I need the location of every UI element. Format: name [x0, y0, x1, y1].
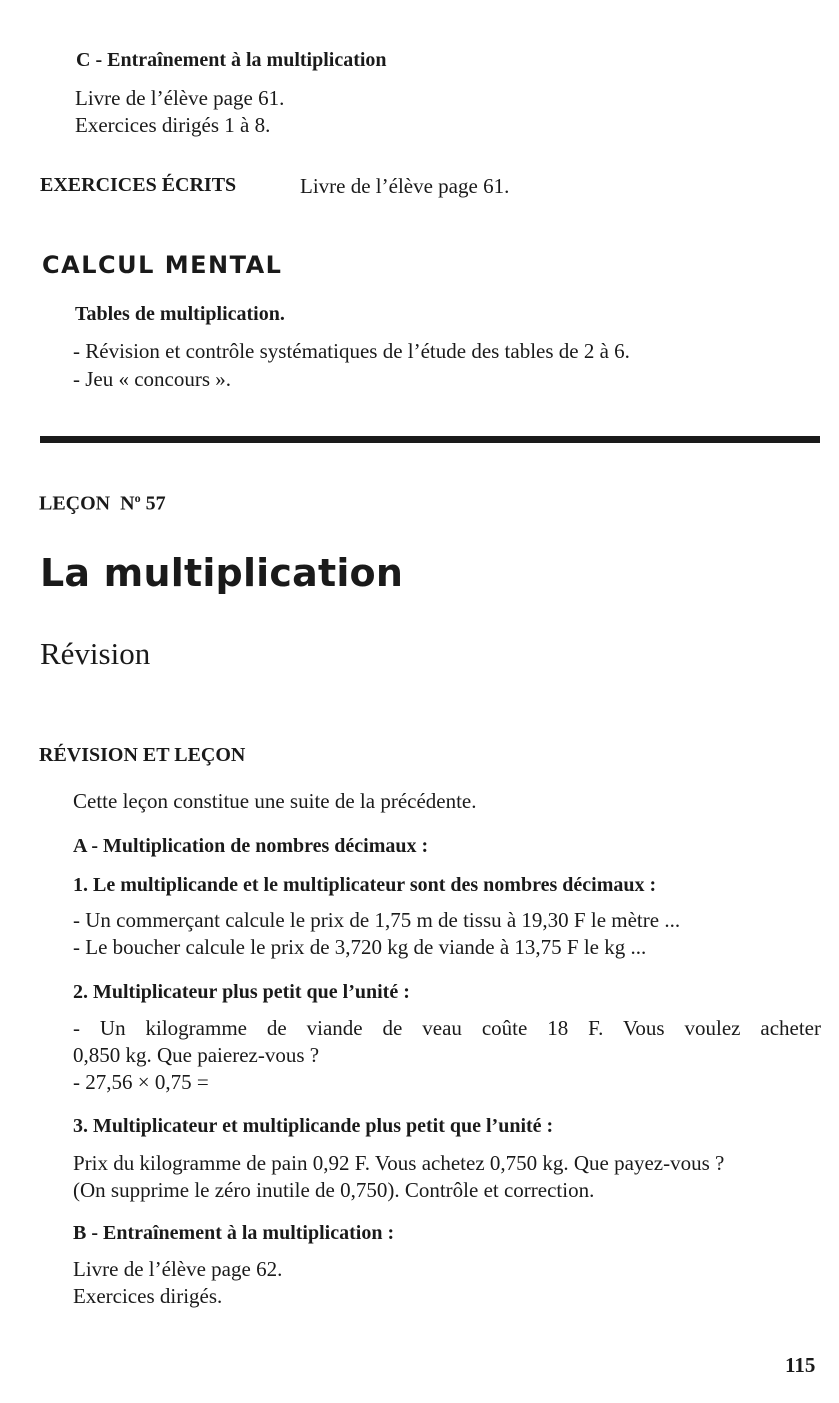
- point-3-line-1: Prix du kilogramme de pain 0,92 F. Vous achetez 0,750 kg. Que payez-vous ?: [73, 1151, 725, 1175]
- revision-lecon-heading: RÉVISION ET LEÇON: [39, 744, 246, 766]
- point-1-heading: 1. Le multiplicande et le multiplicateur sont des nombres décimaux :: [73, 874, 657, 896]
- point-2-heading: 2. Multiplicateur plus petit que l’unité :: [73, 981, 410, 1003]
- point-2-line-3: - 27,56 × 0,75 =: [73, 1070, 209, 1094]
- lesson-label: [39, 491, 166, 516]
- section-b-line-1: Livre de l’élève page 62.: [73, 1257, 283, 1281]
- section-b-line-2: Exercices dirigés.: [73, 1284, 223, 1308]
- section-divider: [40, 436, 820, 443]
- point-3-heading: 3. Multiplicateur et multiplicande plus petit que l’unité :: [73, 1115, 554, 1137]
- calcul-mental-item-1: - Révision et contrôle systématiques de l’étude des tables de 2 à 6.: [73, 339, 630, 363]
- lesson-title: La multiplication: [40, 551, 404, 595]
- lesson-label-text: LEÇON: [39, 492, 111, 515]
- lesson-number-prefix: N: [120, 492, 135, 515]
- calcul-mental-subtitle: Tables de multiplication.: [75, 303, 285, 325]
- point-1-line-1: - Un commerçant calcule le prix de 1,75 m de tissu à 19,30 F le mètre ...: [73, 908, 681, 932]
- page-number: 115: [785, 1353, 816, 1377]
- point-2-line-1: - Un kilogramme de viande de veau coûte 18 F. Vous voulez acheter: [73, 1016, 821, 1040]
- exercices-ecrits-label: EXERCICES ÉCRITS: [40, 174, 237, 196]
- point-1-line-2: - Le boucher calcule le prix de 3,720 kg de viande à 13,75 F le kg ...: [73, 935, 647, 959]
- section-a-heading: A - Multiplication de nombres décimaux :: [73, 835, 429, 857]
- revision-intro: Cette leçon constitue une suite de la précédente.: [73, 789, 477, 813]
- lesson-number: 57: [145, 492, 166, 515]
- section-c-line-2: Exercices dirigés 1 à 8.: [75, 113, 271, 137]
- section-c-line-1: Livre de l’élève page 61.: [75, 86, 285, 110]
- section-b-heading: B - Entraînement à la multiplication :: [73, 1222, 395, 1244]
- lesson-number-sup: o: [134, 491, 141, 505]
- point-3-line-2: (On supprime le zéro inutile de 0,750). Contrôle et correction.: [73, 1178, 595, 1202]
- exercices-ecrits-text: Livre de l’élève page 61.: [300, 174, 510, 198]
- section-c-heading: C - Entraînement à la multiplication: [76, 49, 387, 71]
- point-2-line-2: 0,850 kg. Que paierez-vous ?: [73, 1043, 320, 1067]
- calcul-mental-item-2: - Jeu « concours ».: [73, 367, 232, 391]
- calcul-mental-title: CALCUL MENTAL: [42, 251, 283, 279]
- lesson-subtitle: Révision: [40, 636, 151, 671]
